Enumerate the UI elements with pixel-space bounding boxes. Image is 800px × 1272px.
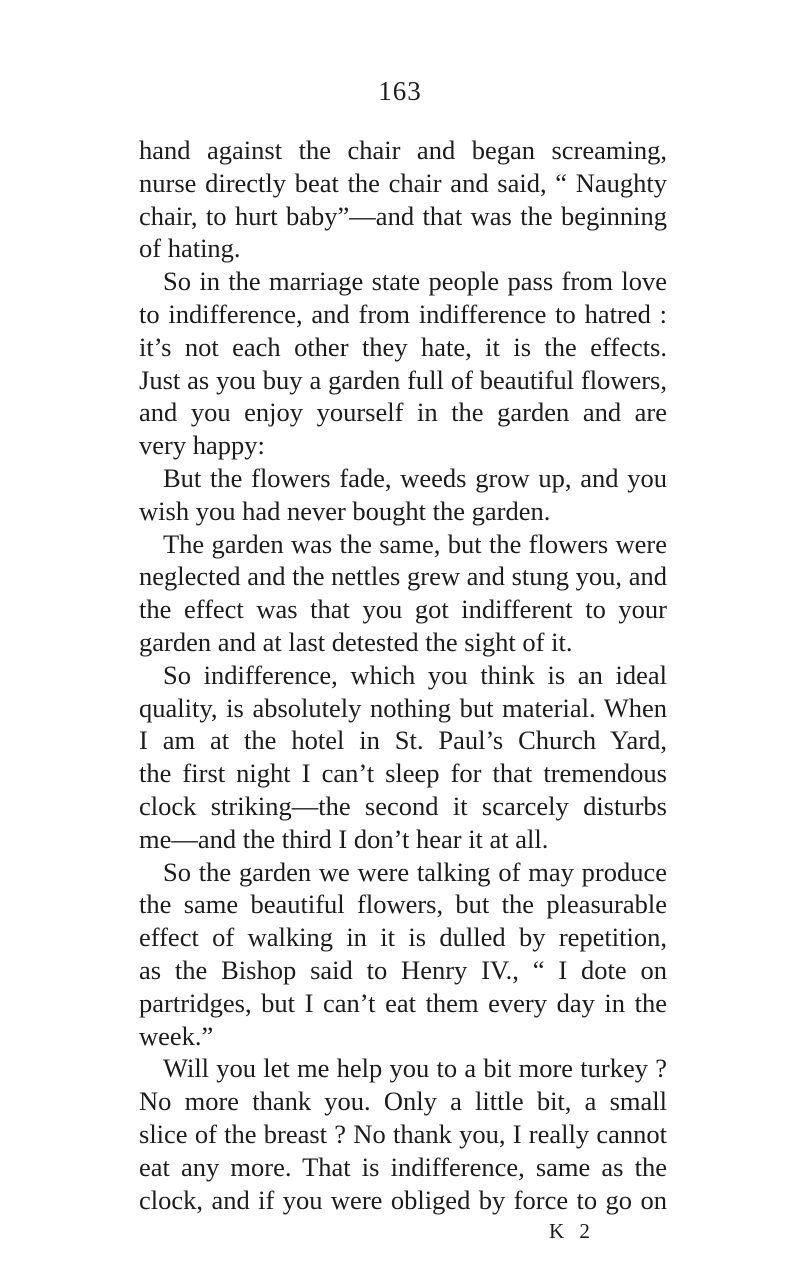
text-line: clock, and if you were obliged by force to go on [139,1184,667,1215]
text-line: the same beautiful flowers, but the pleasurable [139,889,667,920]
text-line: garden and at last detested the sight of it. [139,626,573,657]
text-line: wish you had never bought the garden. [139,495,551,526]
text-line: as the Bishop said to Henry IV., “ I dote on [139,954,667,985]
text-line: quality, is absolutely nothing but material. When [139,692,667,723]
text-line: eat any more. That is indifference, same as the [139,1151,667,1182]
text-line: to indifference, and from indifference to hatred : [139,298,667,329]
text-line: the first night I can’t sleep for that tremendous [139,758,667,789]
text-line: chair, to hurt baby”—and that was the beginning [139,200,667,231]
text-line: I am at the hotel in St. Paul’s Church Yard, [139,725,667,756]
text-line: and you enjoy yourself in the garden and are [139,397,667,428]
text-line: it’s not each other they hate, it is the effects. [139,331,667,362]
page-number: 163 [378,76,422,106]
text-line: The garden was the same, but the flowers were [163,528,667,559]
text-line: me—and the third I don’t hear it at all. [139,823,549,854]
text-line: So the garden we were talking of may produce [163,856,667,887]
text-line: So indifference, which you think is an ideal [163,659,667,690]
text-line: slice of the breast ? No thank you, I really cannot [139,1118,667,1149]
text-line: neglected and the nettles grew and stung you, and [139,561,667,592]
text-line: No more thank you. Only a little bit, a small [139,1086,667,1117]
text-line: hand against the chair and began screaming, [139,135,667,165]
text-line: very happy: [139,430,265,461]
text-line: Will you let me help you to a bit more turkey ? [163,1053,667,1084]
text-line: Just as you buy a garden full of beautiful flowers, [139,364,667,395]
text-line: nurse directly beat the chair and said, “ Naughty [139,167,667,198]
text-line: clock striking—the second it scarcely disturbs [139,790,667,821]
body-text [139,134,667,1216]
text-line: But the flowers fade, weeds grow up, and you [163,462,667,493]
text-line: of hating. [139,233,241,264]
text-line: effect of walking in it is dulled by repetition, [139,922,667,953]
text-line: the effect was that you got indifferent to your [139,594,667,625]
text-line: So in the marriage state people pass from love [163,266,667,297]
text-line: week.” [139,1020,214,1051]
text-line: partridges, but I can’t eat them every day in the [139,987,667,1018]
signature-mark: K 2 [549,1219,595,1243]
